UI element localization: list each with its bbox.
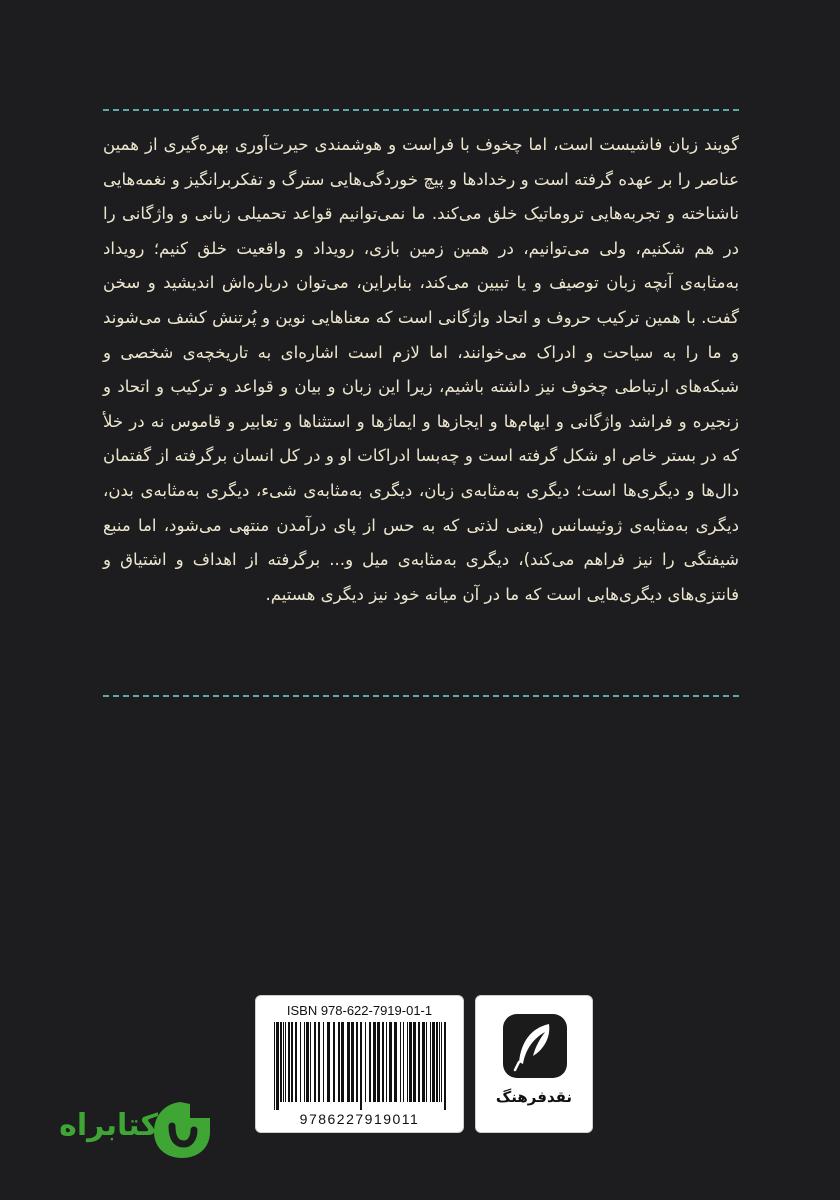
ketabrah-leaf-icon [150,1098,214,1162]
back-cover-blurb [103,128,739,612]
barcode-icon [272,1022,449,1110]
ketabrah-logo [40,1098,220,1168]
blurb-paragraph: گویند زبان فاشیست است، اما چخوف با فراست و هوشمندی حیرت‌آوری بهره‌گیری از همین عناصر را بر عهده گرفته است و رخدادها و پیچ خوردگی‌هایی سترگ و تفکربرانگیز و نغمه‌هایی ناشناخته و تجربه‌هایی تروماتیک خلق می‌کند. ما نمی‌توانیم قواعد تحمیلی زبانی و واژگانی را در هم شکنیم، ولی می‌توانیم، در همین زمین بازی، رویداد و واقعیت خلق کنیم؛ رویداد به‌مثابه‌ی آنچه زبان توصیف و یا تبیین می‌کند، بنابراین، می‌توان درباره‌اش اندیشید و سخن گفت. با همین ترکیب حروف و اتحاد واژگانی است که معناهایی نوین و پُرتنش کشف می‌شوند و ما را به سیاحت و ادراک می‌خوانند، اما لازم است اشاره‌ای به تاریخچه‌ی شخصی و شبکه‌های ارتباطی چخوف نیز داشته باشیم، زیرا این زبان و بیان و قواعد و ترکیب و اتحاد و زنجیره و فراشد واژگانی و ایهام‌ها و ایجازها و ایماژها و استثناها و تعابیر و قاموس نه در خلأ که در بستر خاص او شکل گرفته است و چه‌بسا ادراکات او و در کل انسان برگرفته از گفتمان دال‌ها و دیگری‌ها است؛ دیگری به‌مثابه‌ی زبان، دیگری به‌مثابه‌ی شیء، دیگری به‌مثابه‌ی بدن، دیگری به‌مثابه‌ی ژوئیسانس (یعنی لذتی که به حس از پای درآمدن منتهی می‌شود، اما منبع شیفتگی را نیز فراهم می‌کند)، دیگری به‌مثابه‌ی میل و... برگرفته از اهداف و اشتیاق و فانتزی‌های دیگری‌هایی است که ما در آن میانه خود نیز دیگری هستیم. [103,135,739,604]
ketabrah-wordmark: کتابراه [59,1108,158,1143]
publisher-logo-box [475,995,593,1133]
barcode-digits: 9786227919011 [299,1111,420,1127]
bottom-dashed-divider [103,695,739,697]
isbn-barcode-box [255,995,464,1133]
isbn-label: ISBN 978-622-7919-01-1 [286,1003,433,1018]
top-dashed-divider [103,109,739,111]
publisher-name: نقدفرهنگ [495,1088,573,1106]
quill-feather-icon [501,1012,569,1080]
